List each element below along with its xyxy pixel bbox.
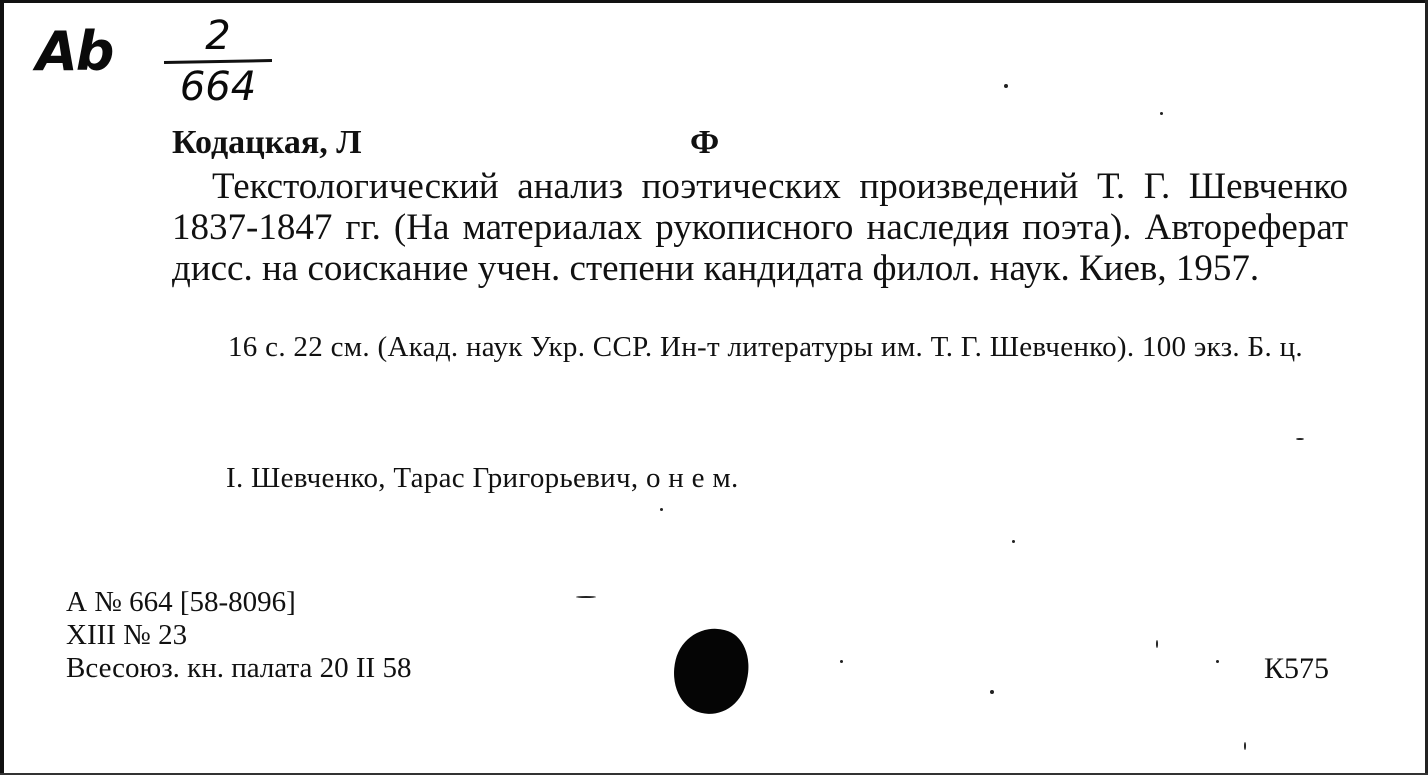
order-code: К575 (1264, 652, 1330, 685)
shelf-number-fraction (158, 14, 278, 109)
dust-speck (1216, 660, 1219, 663)
dust-speck (576, 596, 596, 598)
dust-speck (1012, 540, 1015, 543)
dust-speck (1004, 84, 1008, 88)
shelf-numerator: 2 (205, 13, 231, 59)
card-edge-top (0, 0, 1428, 3)
dust-speck (1296, 438, 1304, 440)
dust-speck (1156, 640, 1158, 648)
author-second-initial: Ф (690, 124, 720, 161)
card-edge-left (0, 0, 4, 775)
shelf-denominator: 664 (179, 64, 257, 110)
accession-series: XIII № 23 (66, 619, 188, 651)
accession-number: А № 664 [58-8096] (66, 586, 296, 618)
dust-speck (1160, 112, 1163, 115)
title-description: Текстологический анализ поэтических произведений Т. Г. Шевченко 1837-1847 гг. (На материалах рукописного наследия поэта). Автореферат дисс. на соискание учен. степени кандидата филол. наук. Киев, 1957. (172, 166, 1348, 289)
handwritten-shelf-code: Ab (36, 20, 113, 83)
accession-chamber-date: Всесоюз. кн. палата 20 II 58 (66, 652, 412, 684)
ink-blot (665, 620, 758, 721)
dust-speck (990, 690, 994, 694)
dust-speck (1244, 742, 1246, 750)
dust-speck (660, 508, 663, 511)
physical-description: 16 с. 22 см. (Акад. наук Укр. ССР. Ин-т литературы им. Т. Г. Шевченко). 100 экз. Б. ц. (228, 331, 1303, 363)
author-heading: Кодацкая, Л (172, 124, 362, 161)
dust-speck (840, 660, 843, 663)
subject-tracing: I. Шевченко, Тарас Григорьевич, о н е м. (226, 462, 739, 494)
accession-block (66, 586, 411, 685)
